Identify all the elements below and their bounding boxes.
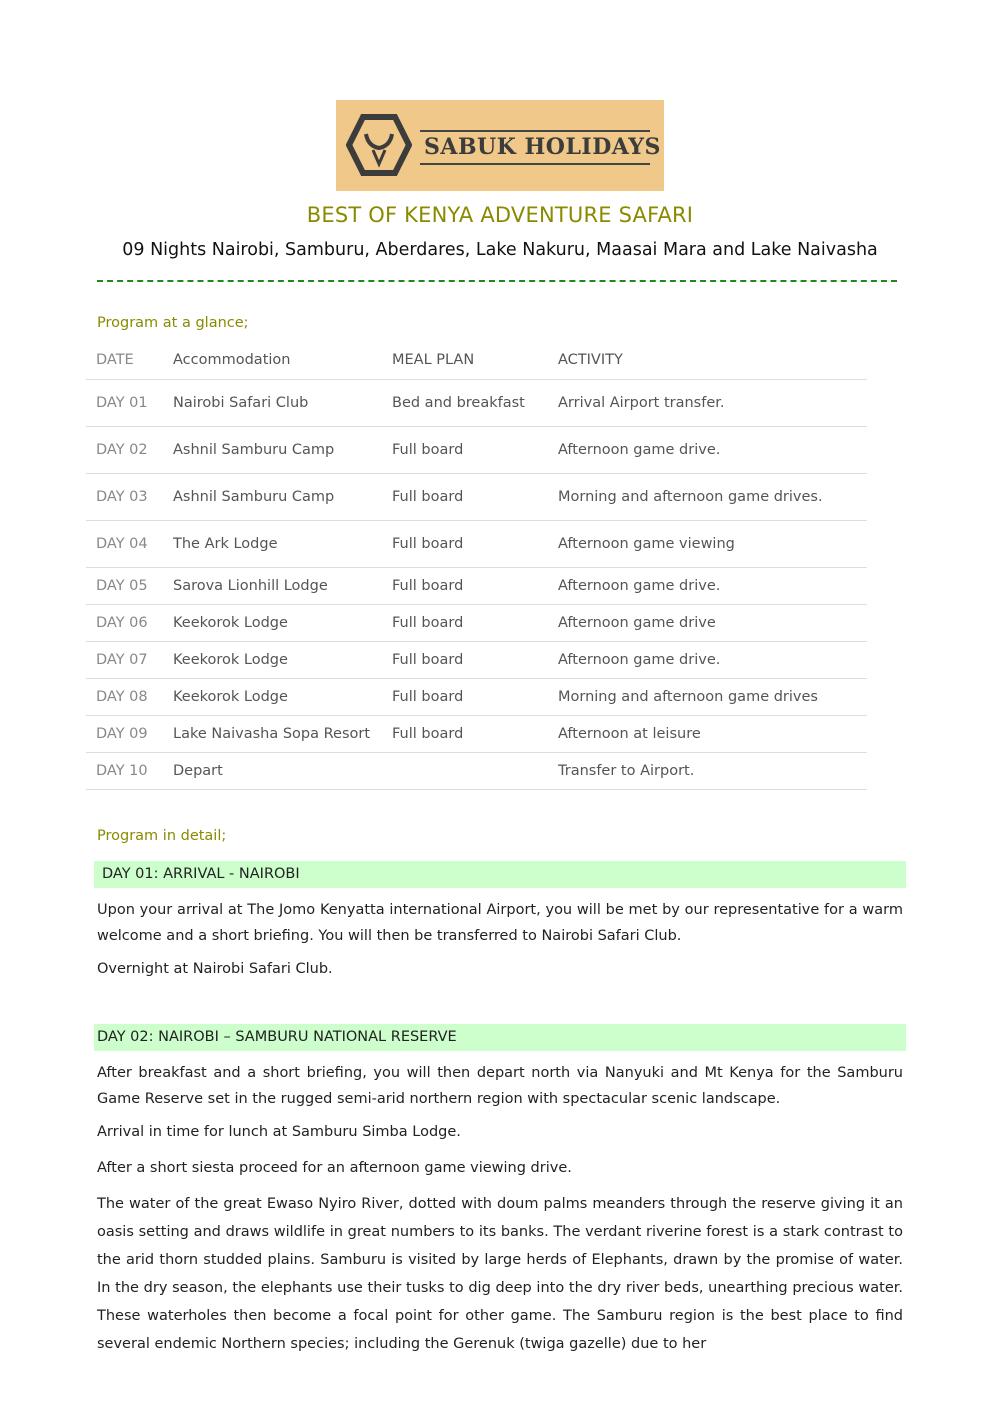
table-row bbox=[86, 642, 867, 679]
cell-meal-plan: Full board bbox=[382, 716, 548, 753]
cell-accommodation: Depart bbox=[163, 753, 382, 790]
cell-date: DAY 01 bbox=[86, 380, 163, 427]
cell-date: DAY 06 bbox=[86, 605, 163, 642]
logo-text: SABUK HOLIDAYS bbox=[424, 134, 661, 160]
cell-activity: Afternoon game drive. bbox=[548, 427, 867, 474]
cell-date: DAY 09 bbox=[86, 716, 163, 753]
cell-accommodation: Lake Naivasha Sopa Resort bbox=[163, 716, 382, 753]
cell-meal-plan: Full board bbox=[382, 605, 548, 642]
cell-accommodation: Keekorok Lodge bbox=[163, 679, 382, 716]
cell-accommodation: Sarova Lionhill Lodge bbox=[163, 568, 382, 605]
cell-meal-plan: Full board bbox=[382, 427, 548, 474]
day-01-heading: DAY 01: ARRIVAL - NAIROBI bbox=[94, 861, 906, 888]
day-02-heading: DAY 02: NAIROBI – SAMBURU NATIONAL RESERVE bbox=[94, 1024, 906, 1051]
glance-table bbox=[86, 340, 867, 790]
table-row bbox=[86, 716, 867, 753]
col-header-accommodation: Accommodation bbox=[163, 340, 382, 380]
cell-meal-plan: Full board bbox=[382, 474, 548, 521]
table-header-row bbox=[86, 340, 867, 380]
detail-label: Program in detail; bbox=[97, 828, 227, 844]
cell-activity: Morning and afternoon game drives. bbox=[548, 474, 867, 521]
cell-activity: Afternoon game viewing bbox=[548, 521, 867, 568]
page-title: BEST OF KENYA ADVENTURE SAFARI bbox=[306, 203, 694, 227]
table-row bbox=[86, 474, 867, 521]
col-header-activity: ACTIVITY bbox=[548, 340, 867, 380]
cell-meal-plan bbox=[382, 753, 548, 790]
day-02-paragraph-3: After a short siesta proceed for an afternoon game viewing drive. bbox=[97, 1160, 572, 1176]
cell-date: DAY 07 bbox=[86, 642, 163, 679]
table-row bbox=[86, 521, 867, 568]
table-row bbox=[86, 679, 867, 716]
table-row bbox=[86, 427, 867, 474]
table-row bbox=[86, 605, 867, 642]
cell-date: DAY 04 bbox=[86, 521, 163, 568]
cell-date: DAY 03 bbox=[86, 474, 163, 521]
cell-activity: Afternoon game drive. bbox=[548, 642, 867, 679]
company-logo bbox=[336, 100, 664, 191]
cell-accommodation: The Ark Lodge bbox=[163, 521, 382, 568]
logo-rule-bottom bbox=[420, 163, 650, 165]
cell-date: DAY 08 bbox=[86, 679, 163, 716]
cell-activity: Transfer to Airport. bbox=[548, 753, 867, 790]
cell-activity: Afternoon game drive bbox=[548, 605, 867, 642]
cell-accommodation: Keekorok Lodge bbox=[163, 642, 382, 679]
page-subtitle: 09 Nights Nairobi, Samburu, Aberdares, Lake Nakuru, Maasai Mara and Lake Naivasha bbox=[122, 240, 878, 260]
cell-meal-plan: Full board bbox=[382, 568, 548, 605]
cell-meal-plan: Full board bbox=[382, 521, 548, 568]
day-02-paragraph-1: After breakfast and a short briefing, you will then depart north via Nanyuki and Mt Kenya for the Samburu Game Reserve set in the rugged semi-arid northern region with spectacular scenic landscape. bbox=[97, 1065, 903, 1107]
cell-meal-plan: Full board bbox=[382, 679, 548, 716]
cell-accommodation: Keekorok Lodge bbox=[163, 605, 382, 642]
cell-date: DAY 05 bbox=[86, 568, 163, 605]
day-02-paragraph-2: Arrival in time for lunch at Samburu Simba Lodge. bbox=[97, 1124, 461, 1140]
glance-label: Program at a glance; bbox=[97, 315, 249, 331]
dashed-divider bbox=[97, 280, 897, 284]
cell-activity: Afternoon at leisure bbox=[548, 716, 867, 753]
cell-accommodation: Ashnil Samburu Camp bbox=[163, 474, 382, 521]
table-row bbox=[86, 753, 867, 790]
table-row bbox=[86, 568, 867, 605]
cell-accommodation: Ashnil Samburu Camp bbox=[163, 427, 382, 474]
day-02-paragraph-4: The water of the great Ewaso Nyiro River, dotted with doum palms meanders through the reserve giving it an oasis setting and draws wildlife in great numbers to its banks. The verdant riverine forest is a stark contrast to the arid thorn studded plains. Samburu is visited by large herds of Elephants, drawn by the promise of water. In the dry season, the elephants use their tusks to dig deep into the dry river beds, unearthing precious water. These waterholes then become a focal point for other game. The Samburu region is the best place to find several endemic Northern species; including the Gerenuk (twiga gazelle) due to her bbox=[97, 1196, 903, 1352]
cell-accommodation: Nairobi Safari Club bbox=[163, 380, 382, 427]
cell-meal-plan: Bed and breakfast bbox=[382, 380, 548, 427]
col-header-date: DATE bbox=[86, 340, 163, 380]
day-01-paragraph-2: Overnight at Nairobi Safari Club. bbox=[97, 961, 333, 977]
cell-date: DAY 10 bbox=[86, 753, 163, 790]
logo-rule-top bbox=[420, 130, 650, 132]
cell-date: DAY 02 bbox=[86, 427, 163, 474]
buffalo-head-hexagon-icon bbox=[346, 114, 412, 176]
cell-activity: Arrival Airport transfer. bbox=[548, 380, 867, 427]
day-01-paragraph-1: Upon your arrival at The Jomo Kenyatta international Airport, you will be met by our representative for a warm welcome and a short briefing. You will then be transferred to Nairobi Safari Club. bbox=[97, 902, 903, 944]
col-header-meal-plan: MEAL PLAN bbox=[382, 340, 548, 380]
cell-meal-plan: Full board bbox=[382, 642, 548, 679]
table-row bbox=[86, 380, 867, 427]
cell-activity: Morning and afternoon game drives bbox=[548, 679, 867, 716]
cell-activity: Afternoon game drive. bbox=[548, 568, 867, 605]
